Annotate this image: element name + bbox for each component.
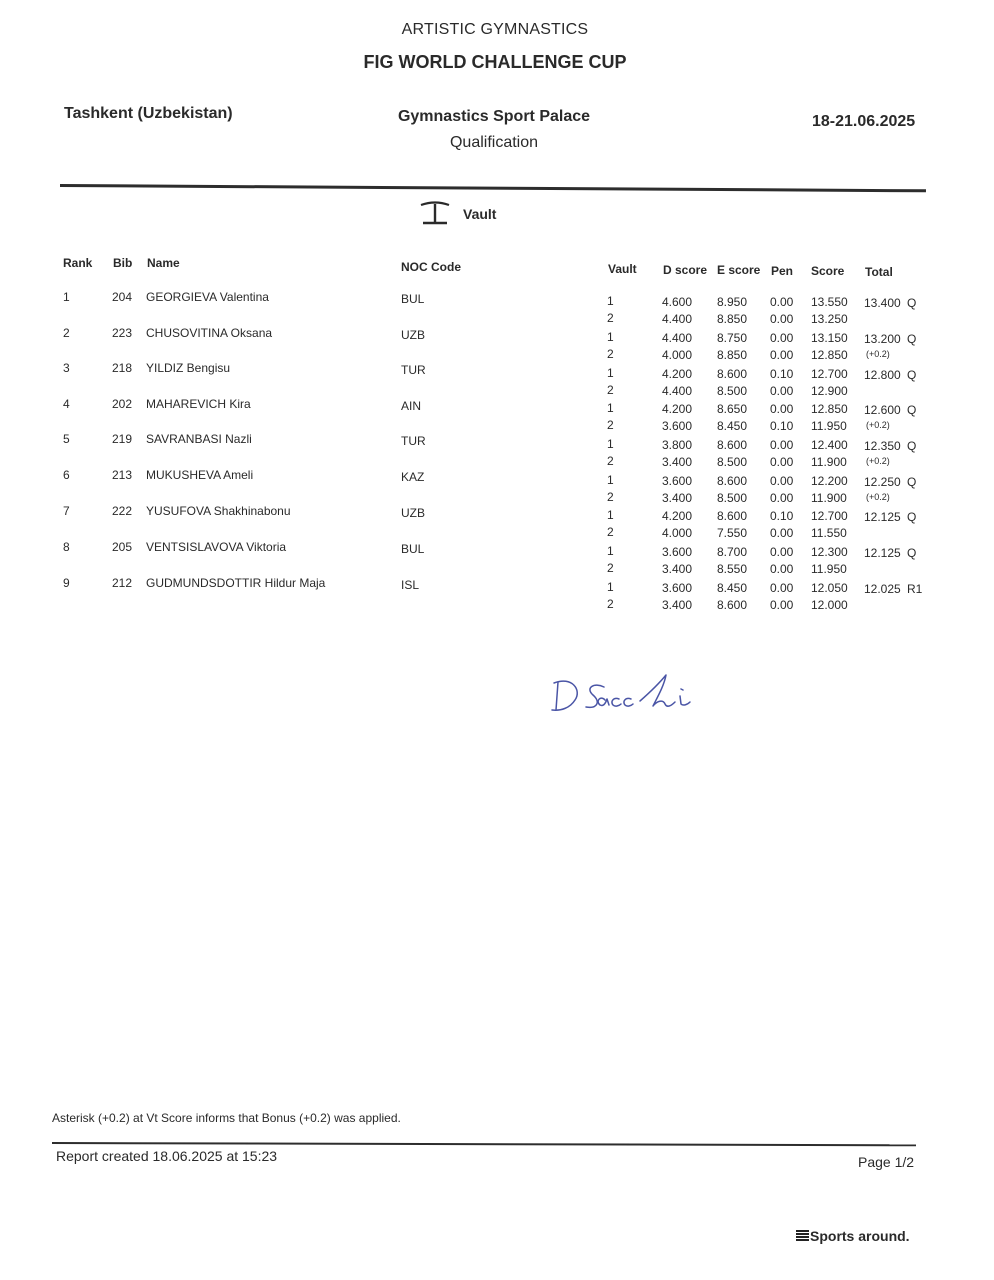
d-score-cell: 4.200 <box>662 366 693 381</box>
judge-signature <box>548 664 708 724</box>
e-score-cell: 8.950 <box>717 294 748 309</box>
e-score-cell: 8.850 <box>717 347 748 362</box>
footer-divider <box>52 1142 916 1146</box>
col-pen: Pen <box>771 264 794 278</box>
vault-number-cell: 2 <box>607 418 614 432</box>
d-score-cell: 3.600 <box>662 473 693 488</box>
event-title: FIG WORLD CHALLENGE CUP <box>363 52 627 72</box>
pen-cell: 0.10 <box>770 419 794 434</box>
phase-label: Qualification <box>449 134 539 151</box>
brand-logo-icon <box>796 1230 809 1242</box>
pen-cell: 0.00 <box>770 402 794 417</box>
pen-cell: 0.10 <box>770 367 794 382</box>
bib-cell: 219 <box>112 432 133 446</box>
total-cell: 12.125 <box>864 510 901 524</box>
bonus-note: (+0.2) <box>866 420 890 430</box>
d-score-cell: 3.600 <box>662 544 693 559</box>
rank-cell: 6 <box>63 468 70 482</box>
noc-cell: AIN <box>401 399 422 413</box>
pen-cell: 0.00 <box>770 312 794 327</box>
name-cell: SAVRANBASI Nazli <box>146 432 252 446</box>
vault-score-cell: 13.150 <box>811 331 848 346</box>
qualification-mark: Q <box>907 510 917 524</box>
vault-score-cell: 12.850 <box>811 348 848 363</box>
e-score-cell: 8.750 <box>717 330 748 345</box>
col-e-score: E score <box>717 263 761 277</box>
qualification-mark: Q <box>907 368 917 382</box>
e-score-cell: 8.500 <box>717 383 748 398</box>
vault-score-cell: 12.000 <box>811 598 848 613</box>
total-cell: 12.125 <box>864 546 901 560</box>
d-score-cell: 4.200 <box>662 508 693 523</box>
bib-cell: 223 <box>112 326 133 340</box>
vault-number-cell: 1 <box>607 437 614 451</box>
noc-cell: UZB <box>401 506 425 520</box>
bonus-note: (+0.2) <box>866 492 890 502</box>
vault-number-cell: 2 <box>607 525 614 539</box>
bib-cell: 212 <box>112 576 133 590</box>
name-cell: VENTSISLAVOVA Viktoria <box>146 540 287 554</box>
noc-cell: TUR <box>401 434 426 448</box>
e-score-cell: 8.600 <box>717 508 748 523</box>
name-cell: GEORGIEVA Valentina <box>146 290 269 304</box>
qualification-mark: Q <box>907 546 917 560</box>
rank-cell: 1 <box>63 290 70 304</box>
vault-number-cell: 1 <box>607 473 614 487</box>
pen-cell: 0.00 <box>770 455 794 470</box>
vault-number-cell: 1 <box>607 401 614 415</box>
pen-cell: 0.00 <box>770 526 794 541</box>
d-score-cell: 4.000 <box>662 347 693 362</box>
vault-number-cell: 1 <box>607 508 614 522</box>
pen-cell: 0.00 <box>770 581 794 596</box>
e-score-cell: 8.850 <box>717 311 748 326</box>
dates-label: 18-21.06.2025 <box>812 113 916 130</box>
col-score: Score <box>811 264 845 278</box>
bib-cell: 213 <box>112 468 133 482</box>
pen-cell: 0.10 <box>770 509 794 524</box>
brand-text: Sports around. <box>810 1228 910 1244</box>
d-score-cell: 3.400 <box>662 490 693 505</box>
total-cell: 13.200 <box>864 332 901 346</box>
total-cell: 12.800 <box>864 368 901 382</box>
vault-number-cell: 2 <box>607 490 614 504</box>
header-divider <box>60 184 926 192</box>
vault-score-cell: 12.400 <box>811 438 848 453</box>
bonus-note: (+0.2) <box>866 456 890 466</box>
e-score-cell: 8.550 <box>717 561 748 576</box>
vault-apparatus-icon <box>418 201 452 227</box>
d-score-cell: 4.600 <box>662 294 693 309</box>
col-noc: NOC Code <box>401 260 461 274</box>
pen-cell: 0.00 <box>770 545 794 560</box>
bonus-footnote: Asterisk (+0.2) at Vt Score informs that Bonus (+0.2) was applied. <box>52 1111 401 1125</box>
page-number: Page 1/2 <box>858 1154 915 1170</box>
rank-cell: 7 <box>63 504 70 518</box>
rank-cell: 5 <box>63 432 70 446</box>
vault-score-cell: 12.900 <box>811 384 848 399</box>
qualification-mark: Q <box>907 296 917 310</box>
qualification-mark: Q <box>907 332 917 346</box>
total-cell: 12.600 <box>864 403 901 417</box>
vault-number-cell: 2 <box>607 383 614 397</box>
vault-score-cell: 12.700 <box>811 509 848 524</box>
name-cell: GUDMUNDSDOTTIR Hildur Maja <box>146 576 326 590</box>
d-score-cell: 3.400 <box>662 597 693 612</box>
d-score-cell: 3.400 <box>662 454 693 469</box>
vault-number-cell: 1 <box>607 330 614 344</box>
noc-cell: KAZ <box>401 470 425 484</box>
brand-watermark <box>796 1228 910 1244</box>
vault-number-cell: 1 <box>607 580 614 594</box>
e-score-cell: 8.500 <box>717 490 748 505</box>
pen-cell: 0.00 <box>770 562 794 577</box>
col-d-score: D score <box>663 263 708 277</box>
rank-cell: 2 <box>63 326 70 340</box>
e-score-cell: 8.450 <box>717 418 748 433</box>
name-cell: CHUSOVITINA Oksana <box>146 326 273 340</box>
vault-score-cell: 11.900 <box>811 491 847 506</box>
pen-cell: 0.00 <box>770 491 794 506</box>
rank-cell: 3 <box>63 361 70 375</box>
d-score-cell: 4.400 <box>662 330 693 345</box>
d-score-cell: 3.600 <box>662 580 693 595</box>
apparatus-heading <box>418 200 496 228</box>
noc-cell: BUL <box>401 542 425 556</box>
bib-cell: 204 <box>112 290 133 304</box>
vault-score-cell: 11.550 <box>811 526 847 541</box>
col-bib: Bib <box>113 256 133 270</box>
bib-cell: 205 <box>112 540 133 554</box>
d-score-cell: 4.000 <box>662 525 693 540</box>
total-cell: 12.250 <box>864 475 901 489</box>
d-score-cell: 4.400 <box>662 383 693 398</box>
vault-score-cell: 12.300 <box>811 545 848 560</box>
e-score-cell: 8.600 <box>717 597 748 612</box>
e-score-cell: 7.550 <box>717 525 748 540</box>
e-score-cell: 8.700 <box>717 544 748 559</box>
vault-score-cell: 12.200 <box>811 474 848 489</box>
pen-cell: 0.00 <box>770 331 794 346</box>
rank-cell: 4 <box>63 397 70 411</box>
col-name: Name <box>147 256 180 270</box>
vault-number-cell: 1 <box>607 366 614 380</box>
qualification-mark: Q <box>907 403 917 417</box>
rank-cell: 9 <box>63 576 70 590</box>
pen-cell: 0.00 <box>770 598 794 613</box>
col-total: Total <box>865 265 893 279</box>
vault-number-cell: 2 <box>607 454 614 468</box>
name-cell: YILDIZ Bengisu <box>146 361 231 375</box>
col-vault: Vault <box>608 262 637 276</box>
rank-cell: 8 <box>63 540 70 554</box>
name-cell: MUKUSHEVA Ameli <box>146 468 254 482</box>
city-label: Tashkent (Uzbekistan) <box>64 105 233 122</box>
d-score-cell: 3.600 <box>662 418 693 433</box>
d-score-cell: 4.200 <box>662 401 693 416</box>
vault-number-cell: 1 <box>607 294 614 308</box>
col-rank: Rank <box>63 256 93 270</box>
venue-label: Gymnastics Sport Palace <box>397 108 591 125</box>
qualification-mark: Q <box>907 439 917 453</box>
pen-cell: 0.00 <box>770 384 794 399</box>
e-score-cell: 8.600 <box>717 473 748 488</box>
noc-cell: ISL <box>401 578 420 592</box>
vault-score-cell: 11.950 <box>811 419 847 434</box>
pen-cell: 0.00 <box>770 348 794 363</box>
d-score-cell: 3.800 <box>662 437 693 452</box>
vault-score-cell: 12.050 <box>811 581 848 596</box>
name-cell: YUSUFOVA Shakhinabonu <box>146 504 291 518</box>
noc-cell: TUR <box>401 363 426 377</box>
d-score-cell: 4.400 <box>662 311 693 326</box>
pen-cell: 0.00 <box>770 474 794 489</box>
report-created: Report created 18.06.2025 at 15:23 <box>56 1148 278 1164</box>
e-score-cell: 8.600 <box>717 437 748 452</box>
vault-score-cell: 11.900 <box>811 455 847 470</box>
apparatus-name: Vault <box>463 206 497 222</box>
e-score-cell: 8.450 <box>717 580 748 595</box>
pen-cell: 0.00 <box>770 295 794 310</box>
noc-cell: BUL <box>401 292 425 306</box>
vault-number-cell: 1 <box>607 544 614 558</box>
total-cell: 12.350 <box>864 439 901 453</box>
sport-title: ARTISTIC GYMNASTICS <box>401 21 589 38</box>
vault-score-cell: 12.700 <box>811 367 848 382</box>
qualification-mark: Q <box>907 475 917 489</box>
vault-score-cell: 13.250 <box>811 312 848 327</box>
e-score-cell: 8.600 <box>717 366 748 381</box>
total-cell: 13.400 <box>864 296 901 310</box>
name-cell: MAHAREVICH Kira <box>146 397 251 411</box>
vault-number-cell: 2 <box>607 597 614 611</box>
noc-cell: UZB <box>401 328 425 342</box>
d-score-cell: 3.400 <box>662 561 693 576</box>
e-score-cell: 8.650 <box>717 401 748 416</box>
bib-cell: 222 <box>112 504 133 518</box>
vault-number-cell: 2 <box>607 347 614 361</box>
vault-number-cell: 2 <box>607 561 614 575</box>
total-cell: 12.025 <box>864 582 901 596</box>
bib-cell: 218 <box>112 361 133 375</box>
pen-cell: 0.00 <box>770 438 794 453</box>
vault-number-cell: 2 <box>607 311 614 325</box>
qualification-mark: R1 <box>907 582 923 596</box>
vault-score-cell: 12.850 <box>811 402 848 417</box>
vault-score-cell: 13.550 <box>811 295 848 310</box>
bonus-note: (+0.2) <box>866 349 890 359</box>
bib-cell: 202 <box>112 397 133 411</box>
vault-score-cell: 11.950 <box>811 562 847 577</box>
e-score-cell: 8.500 <box>717 454 748 469</box>
